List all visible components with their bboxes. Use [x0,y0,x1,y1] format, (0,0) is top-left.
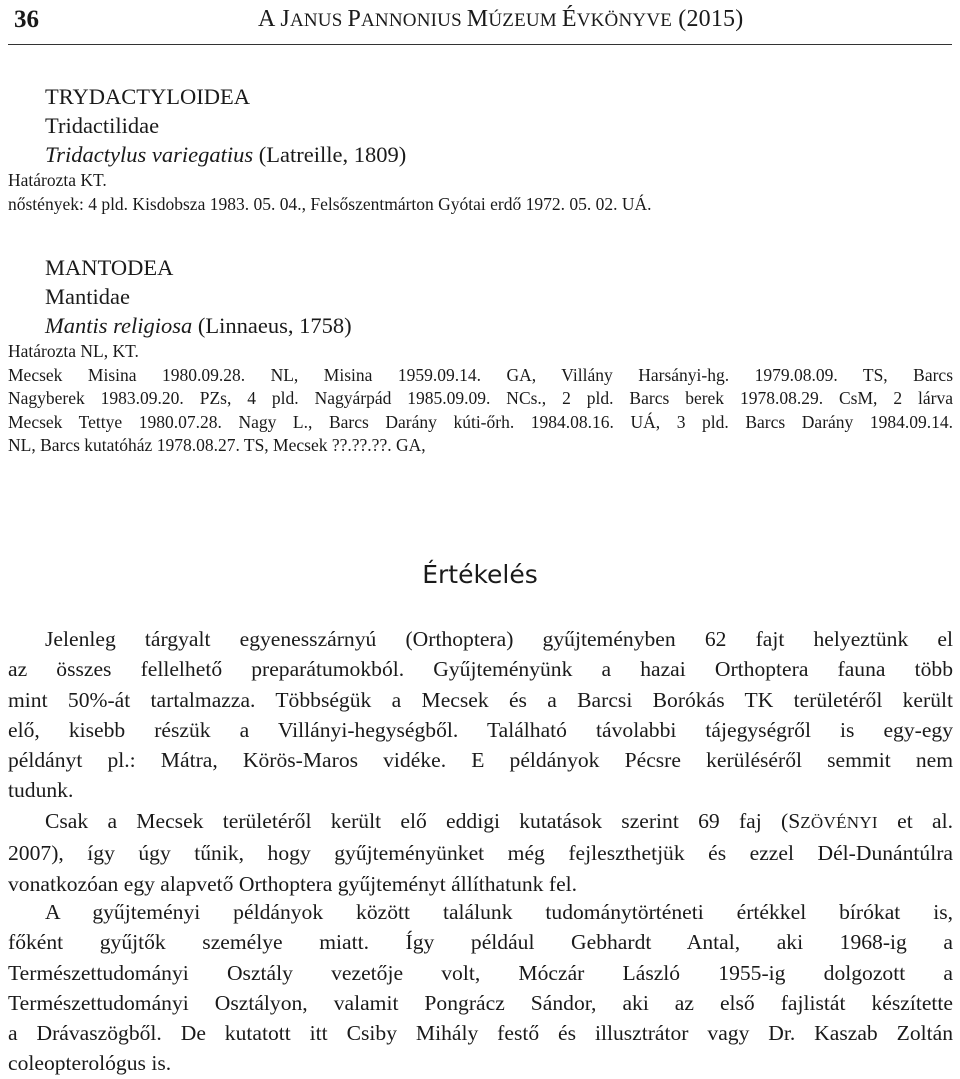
text-line: Jelenleg tárgyalt egyenesszárnyú (Orthoptera) gyűjteményben 62 fajt helyeztünk el [45,627,953,651]
section-title: Értékelés [422,560,538,589]
record-line: Mecsek Misina 1980.09.28. NL, Misina 1959.09.14. GA, Villány Harsányi-hg. 1979.08.09. TS, Barcs [8,364,953,385]
text-line: A gyűjteményi példányok között találunk tudománytörténeti értékkel bírókat is, [45,900,953,924]
page-number: 36 [14,6,39,33]
text-line: az összes fellelhető preparátumokból. Gyűjteményünk a hazai Orthoptera fauna több [8,657,953,682]
family-heading: Tridactilidae [45,113,160,138]
text-line: a Drávaszögből. De kutatott itt Csiby Mihály festő és illusztrátor vagy Dr. Kaszab Zoltán [8,1021,953,1046]
order-heading: TRYDACTYLOIDEA [45,84,250,109]
text-line: Természettudományi Osztályon, valamit Pongrácz Sándor, aki az első fajlistát készítette [8,990,953,1015]
text-line: Csak a Mecsek területéről került elő eddigi kutatások szerint 69 faj (SZÖVÉNYI et al. [45,809,953,833]
running-header [0,0,960,45]
text-line: coleopterológus is. [8,1051,172,1076]
text-line: tudunk. [8,778,74,803]
determiner-line: Határozta KT. [8,170,107,190]
header-rule [8,44,952,45]
journal-title: A JANUS PANNONIUS MÚZEUM ÉVKÖNYVE (2015) [258,6,744,32]
species-line [8,140,953,169]
text-line: Természettudományi Osztály vezetője volt, Móczár László 1955-ig dolgozott a [8,960,953,985]
species-name: Mantis religiosa [45,313,193,338]
species-name: Tridactylus variegatius [45,142,254,167]
text-line: 2007), így úgy tűnik, hogy gyűjteményünket még fejleszthetjük és ezzel Dél-Dunántúlra [8,841,953,866]
text-line: vonatkozóan egy alapvető Orthoptera gyűjteményt állíthatunk fel. [8,871,578,896]
text-line: főként gyűjtők személye miatt. Így például Gebhardt Antal, aki 1968-ig a [8,930,953,955]
paragraph-3 [8,897,953,1079]
record-line: nőstények: 4 pld. Kisdobsza 1983. 05. 04., Felsőszentmárton Gyótai erdő 1972. 05. 02. UÁ. [8,193,652,214]
family-heading: Mantidae [45,284,130,309]
text-line: példányt pl.: Mátra, Körös-Maros vidéke. E példányok Pécsre kerüléséről semmit nem [8,748,953,773]
paragraph-1 [8,624,953,806]
record-line: NL, Barcs kutatóház 1978.08.27. TS, Mecsek ??.??.??. GA, [8,435,426,455]
record-line: Mecsek Tettye 1980.07.28. Nagy L., Barcs Darány kúti-őrh. 1984.08.16. UÁ, 3 pld. Barcs Darány 1984.09.14. [8,411,953,432]
paragraph-2 [8,806,953,899]
author-name: SZÖVÉNYI [788,809,878,833]
taxon-block-tridactyloidea [8,82,953,216]
order-heading: MANTODEA [45,255,174,280]
determiner-line: Határozta NL, KT. [8,341,139,361]
text-line: elő, kisebb részük a Villányi-hegységből. Található távolabbi tájegységről is egy-egy [8,717,953,742]
record-line: Nagyberek 1983.09.20. PZs, 4 pld. Nagyárpád 1985.09.09. NCs., 2 pld. Barcs berek 1978.08.29. CsM, 2 lárva [8,388,953,408]
taxon-block-mantodea [8,253,953,458]
species-author: (Linnaeus, 1758) [197,313,352,338]
species-author: (Latreille, 1809) [258,142,407,167]
text-line: mint 50%-át tartalmazza. Többségük a Mecsek és a Barcsi Borókás TK területéről került [8,687,953,712]
species-line [8,311,953,340]
